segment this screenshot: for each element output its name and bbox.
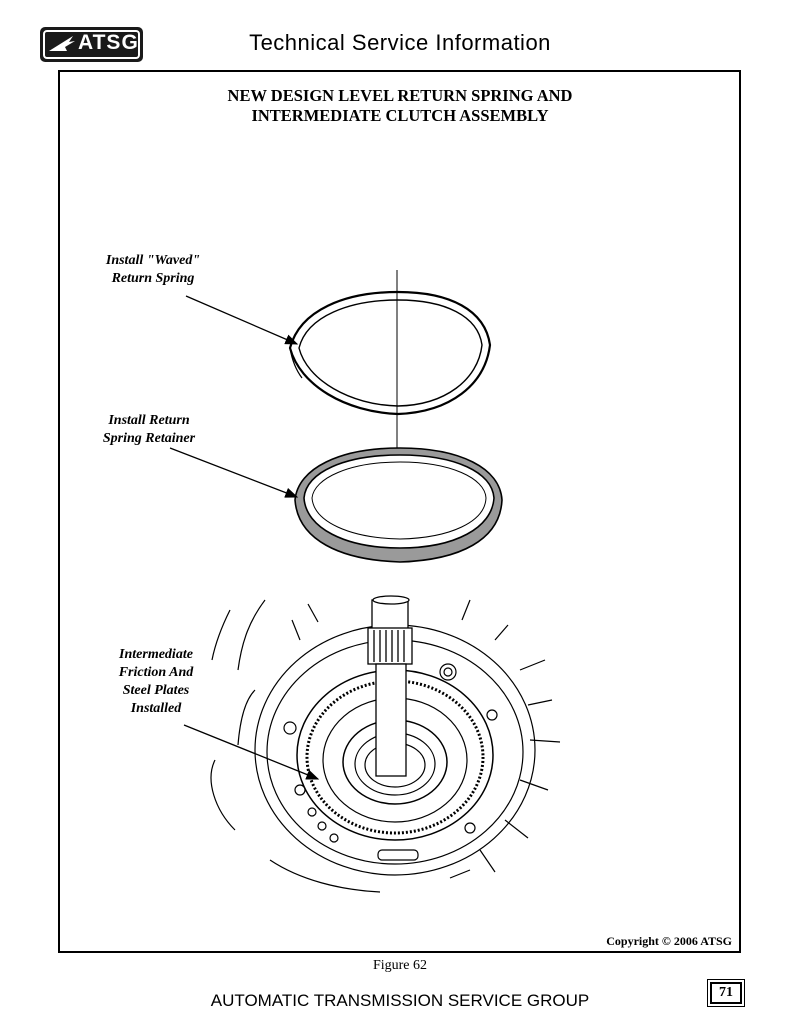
spring-retainer xyxy=(295,448,502,562)
page-footer: AUTOMATIC TRANSMISSION SERVICE GROUP xyxy=(210,991,590,1010)
callout-plates-line-1: Intermediate xyxy=(119,647,193,662)
callout-retainer-line-1: Install Return xyxy=(108,413,190,428)
page-number: 71 xyxy=(710,982,742,1004)
figure-title-line-2: INTERMEDIATE CLUTCH ASSEMBLY xyxy=(251,106,549,125)
callout-plates-line-4: Installed xyxy=(130,701,182,716)
callout-waved-spring-line-1: Install "Waved" xyxy=(105,253,201,268)
callout-waved-spring-line-2: Return Spring xyxy=(111,271,195,286)
callout-retainer xyxy=(84,412,214,448)
page-header-title: Technical Service Information xyxy=(249,30,551,55)
figure-title-line-1: NEW DESIGN LEVEL RETURN SPRING AND xyxy=(227,86,573,105)
copyright-notice: Copyright © 2006 ATSG xyxy=(606,934,732,948)
callout-plates xyxy=(96,646,216,718)
retainer-arrow xyxy=(170,448,297,497)
callout-plates-line-2: Friction And xyxy=(118,665,194,680)
waved-spring-arrow xyxy=(186,296,297,344)
callout-retainer-line-2: Spring Retainer xyxy=(102,431,196,446)
callout-plates-line-3: Steel Plates xyxy=(122,683,190,698)
callout-waved-spring xyxy=(88,252,218,288)
waved-return-spring xyxy=(290,292,490,414)
logo-text: ATSG xyxy=(78,31,139,54)
plates-arrow xyxy=(184,725,318,779)
figure-caption: Figure 62 xyxy=(372,958,428,973)
